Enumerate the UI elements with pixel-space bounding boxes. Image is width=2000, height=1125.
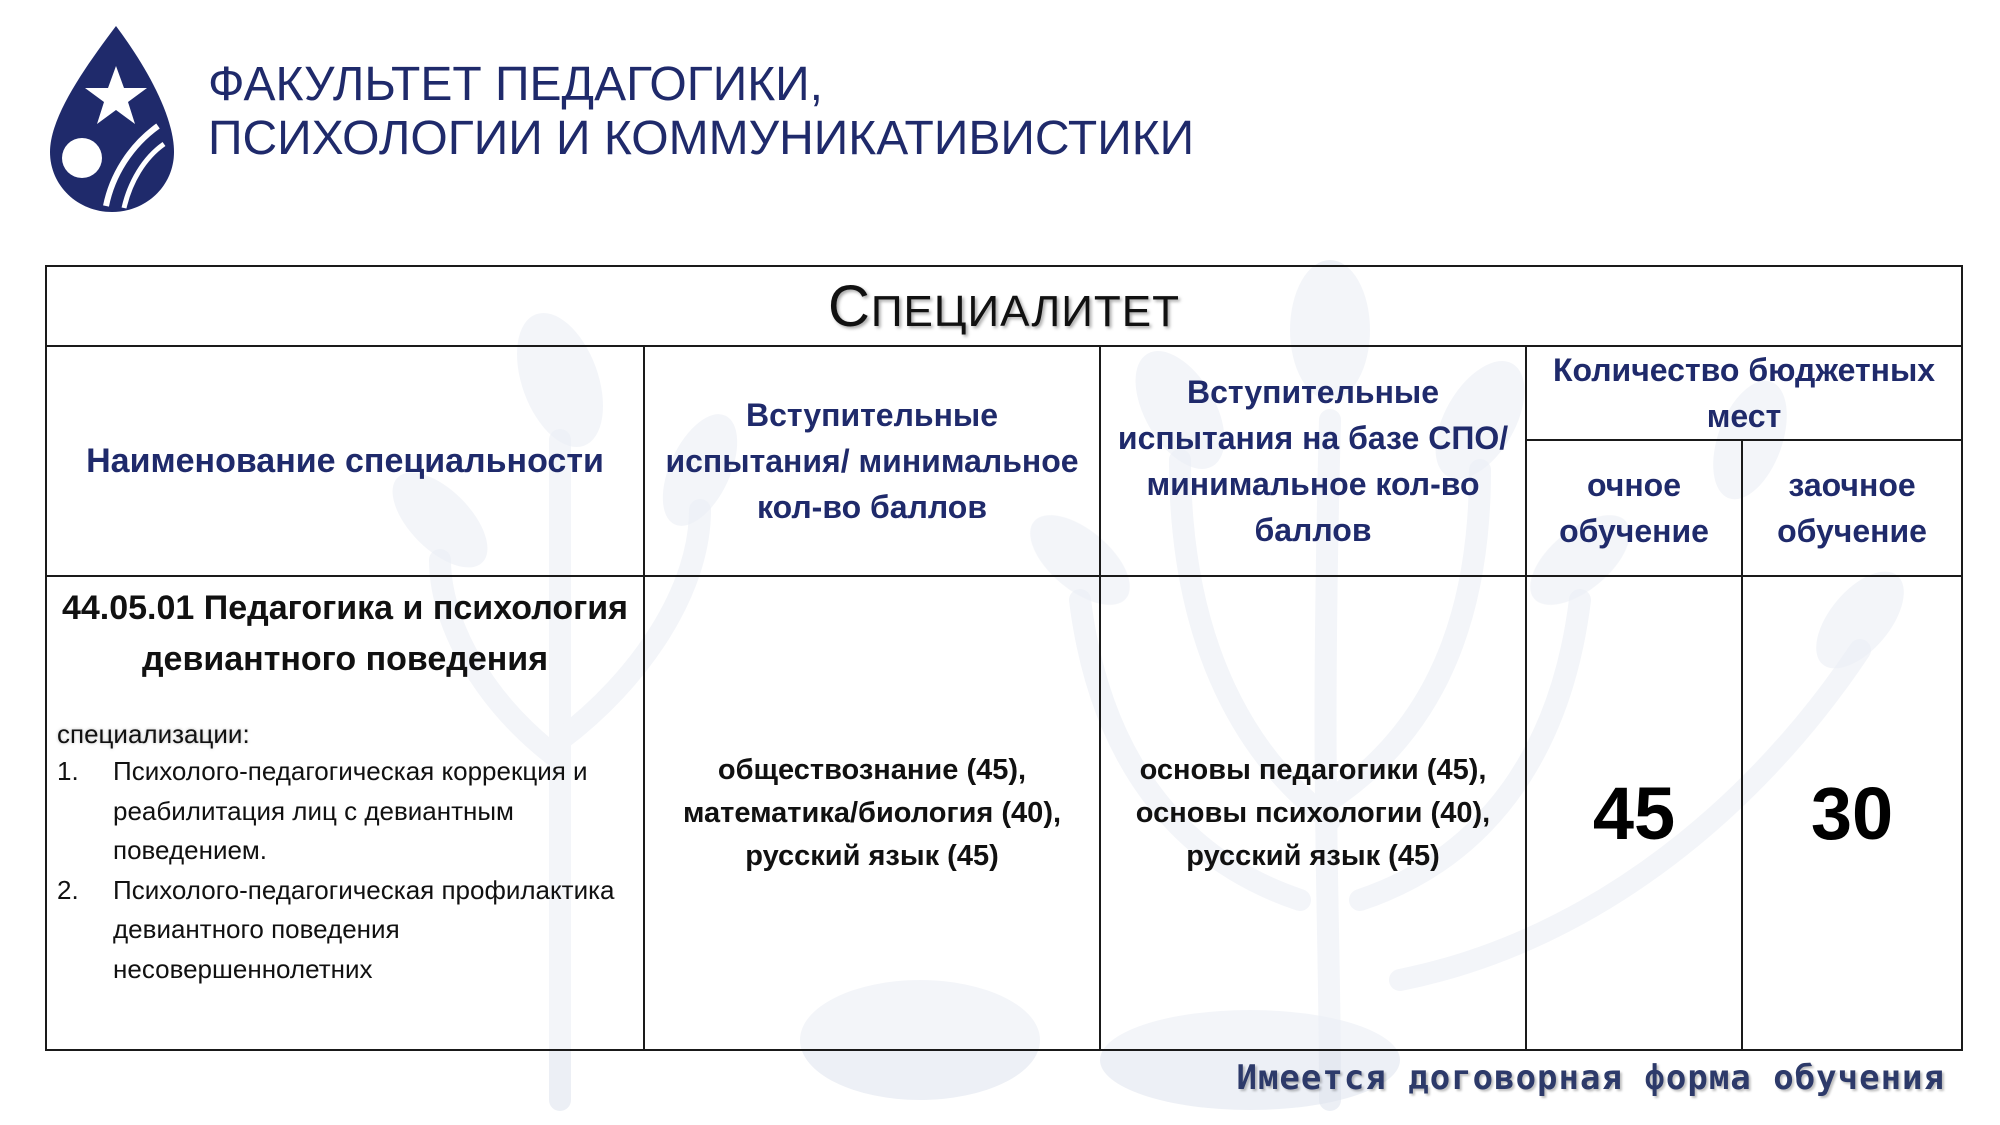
- specializations-label: [57, 719, 633, 750]
- column-header-budget: Количество бюджетных мест: [1526, 346, 1962, 440]
- exams-cell: [644, 576, 1100, 1050]
- faculty-title: [208, 58, 1194, 166]
- exam-line: русский язык (45): [745, 839, 999, 872]
- specialty-cell: [46, 576, 644, 1050]
- column-header-name: Наименование специальности: [46, 346, 644, 576]
- exam-line: обществознание (45),: [717, 753, 1027, 786]
- specialty-name: 44.05.01 Педагогика и психология девиантного поведения: [61, 589, 629, 678]
- column-header-exams-spo: Вступительные испытания на базе СПО/ минимальное кол-во баллов: [1100, 346, 1526, 576]
- contract-form-note: Имеется договорная форма обучения: [1236, 1058, 1945, 1098]
- fulltime-places: 45: [1526, 576, 1742, 1050]
- level-title: [46, 266, 1962, 346]
- column-header-parttime: заочное обучение: [1742, 440, 1962, 576]
- exams-spo-cell: [1100, 576, 1526, 1050]
- parttime-places: 30: [1742, 576, 1962, 1050]
- list-item-number: 1.: [57, 756, 79, 786]
- specializations-label-colon: :: [242, 719, 250, 749]
- specializations-label-text: специализации: [57, 719, 243, 749]
- exam-spo-line: основы психологии (40),: [1135, 796, 1491, 829]
- specializations-list: [57, 752, 633, 989]
- exam-spo-line: основы педагогики (45),: [1139, 753, 1487, 786]
- level-title-rest: ПЕЦИАЛИТЕТ: [870, 286, 1180, 336]
- column-header-fulltime: очное обучение: [1526, 440, 1742, 576]
- list-item: [57, 752, 633, 871]
- faculty-title-line1: ФАКУЛЬТЕТ ПЕДАГОГИКИ,: [208, 58, 823, 111]
- exam-spo-line: русский язык (45): [1186, 839, 1440, 872]
- drop-star-logo-icon: [46, 26, 178, 212]
- list-item-number: 2.: [57, 874, 79, 905]
- list-item: [57, 871, 633, 990]
- faculty-title-line2: ПСИХОЛОГИИ И КОММУНИКАТИВИСТИКИ: [208, 112, 1195, 165]
- level-title-first-letter: С: [828, 273, 871, 339]
- list-item-text: Психолого-педагогическая коррекция и реабилитация лиц с девиантным поведением.: [113, 756, 588, 865]
- list-item-text: Психолого-педагогическая профилактика девиантного поведения несовершеннолетних: [113, 874, 615, 984]
- exam-line: математика/биология (40),: [682, 796, 1062, 829]
- column-header-exams: Вступительные испытания/ минимальное кол-во баллов: [644, 346, 1100, 576]
- admission-table: [45, 265, 1963, 1051]
